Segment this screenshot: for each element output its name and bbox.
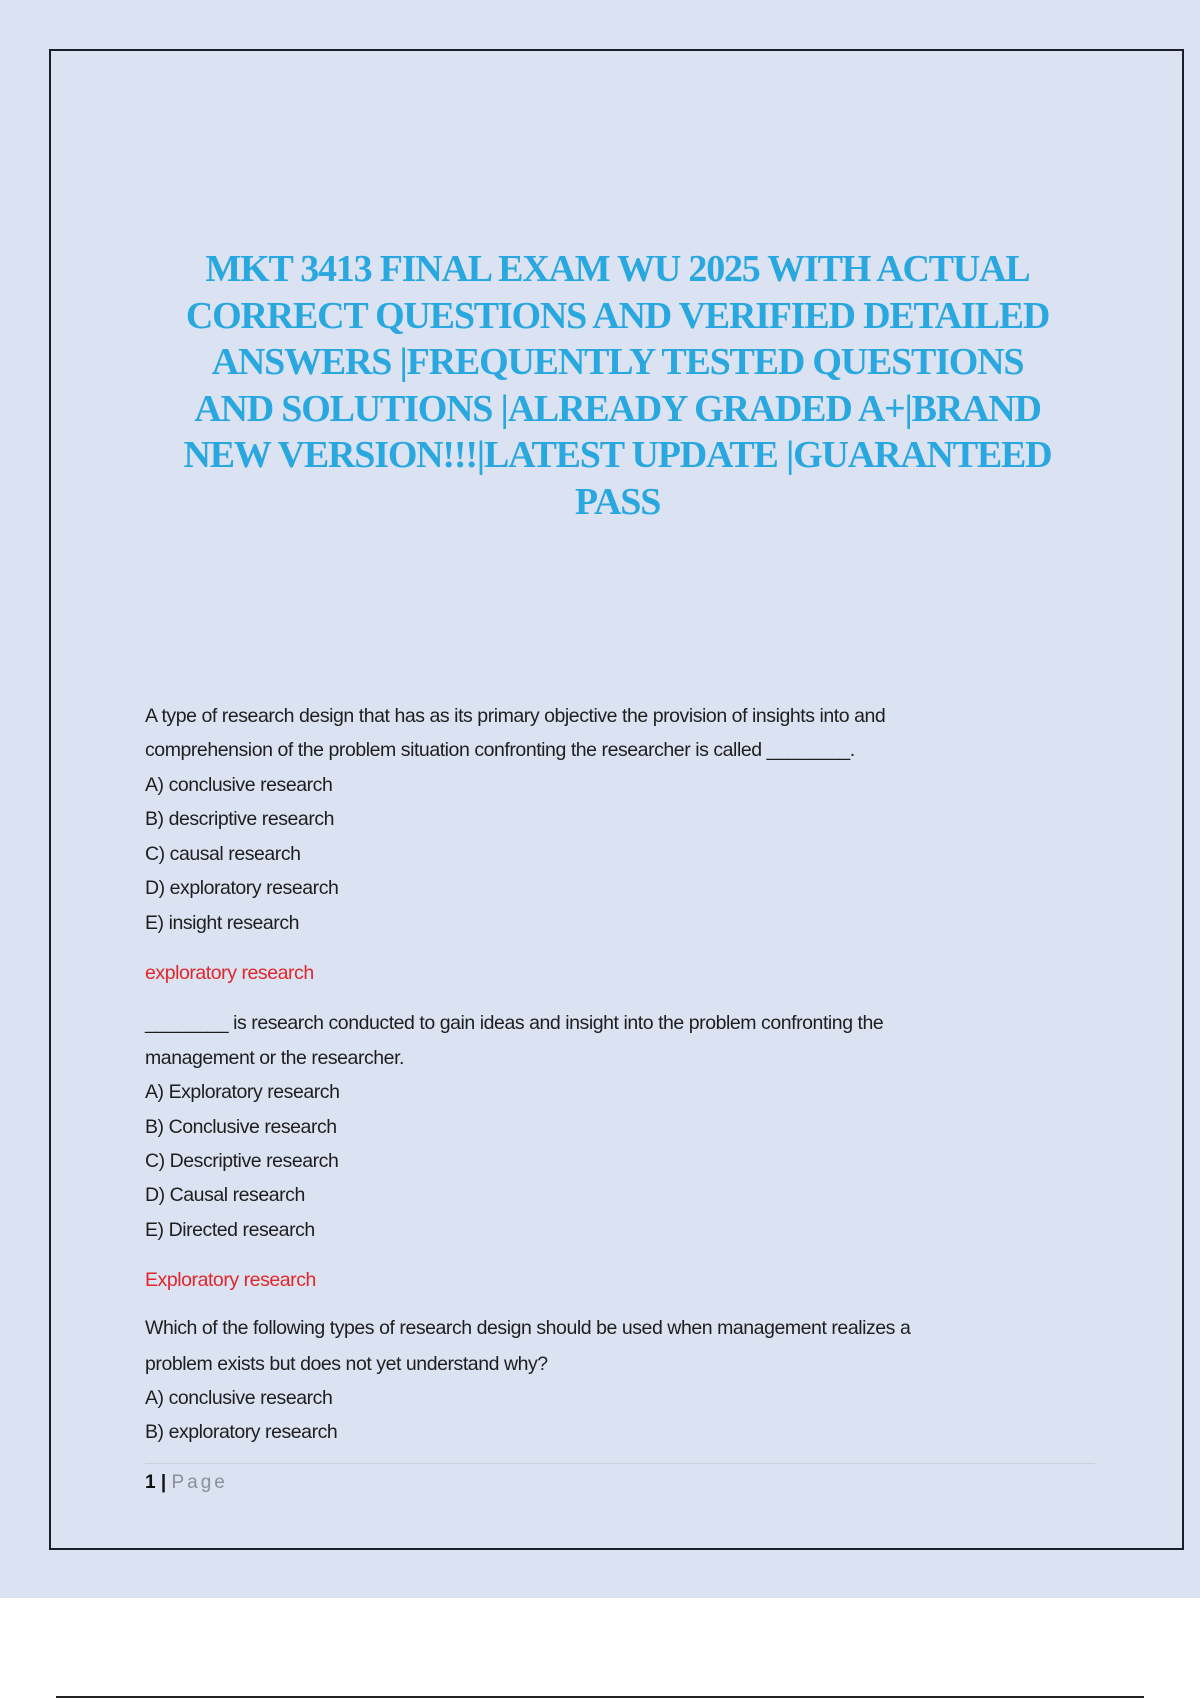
title-line: PASS	[574, 480, 661, 523]
question-2-answer: Exploratory research	[145, 1269, 316, 1291]
title-line: MKT 3413 FINAL EXAM WU 2025 WITH ACTUAL	[205, 248, 1030, 290]
footer-divider	[145, 1463, 1095, 1464]
title-line: AND SOLUTIONS |ALREADY GRADED A+|BRAND	[194, 387, 1041, 430]
question-2-option: B) Conclusive research	[145, 1116, 337, 1138]
page-label: Page	[171, 1472, 228, 1493]
question-1-text: A type of research design that has as its primary objective the provision of insights into and	[145, 705, 886, 727]
document-title	[120, 246, 1115, 525]
question-2-text: management or the researcher.	[145, 1047, 405, 1069]
question-3-text: problem exists but does not yet understand why?	[145, 1353, 548, 1375]
question-1-option: E) insight research	[145, 912, 300, 934]
question-1-option: B) descriptive research	[145, 808, 335, 830]
page-number: 1	[145, 1472, 156, 1493]
title-line: NEW VERSION!!!|LATEST UPDATE |GUARANTEED	[183, 434, 1052, 476]
question-2-text: ________ is research conducted to gain ideas and insight into the problem confronting the	[145, 1012, 884, 1034]
question-3-text: Which of the following types of research design should be used when management realizes a	[145, 1317, 911, 1339]
question-1-option: A) conclusive research	[145, 774, 333, 796]
question-1-text: comprehension of the problem situation confronting the researcher is called ________.	[145, 739, 855, 761]
question-3-option: A) conclusive research	[145, 1387, 333, 1409]
question-2-option: A) Exploratory research	[145, 1081, 340, 1103]
question-2-option: C) Descriptive research	[145, 1150, 339, 1172]
question-2-option: D) Causal research	[145, 1184, 305, 1206]
next-page-top-border	[56, 1696, 1144, 1698]
page-footer	[145, 1472, 228, 1494]
page-separator: |	[160, 1472, 167, 1493]
question-1-option: C) causal research	[145, 843, 301, 865]
title-line: ANSWERS |FREQUENTLY TESTED QUESTIONS	[211, 341, 1024, 383]
question-1-option: D) exploratory research	[145, 877, 339, 899]
question-1-answer: exploratory research	[145, 962, 314, 984]
title-line: CORRECT QUESTIONS AND VERIFIED DETAILED	[185, 294, 1050, 337]
question-2-option: E) Directed research	[145, 1219, 315, 1241]
question-3-option: B) exploratory research	[145, 1421, 338, 1443]
